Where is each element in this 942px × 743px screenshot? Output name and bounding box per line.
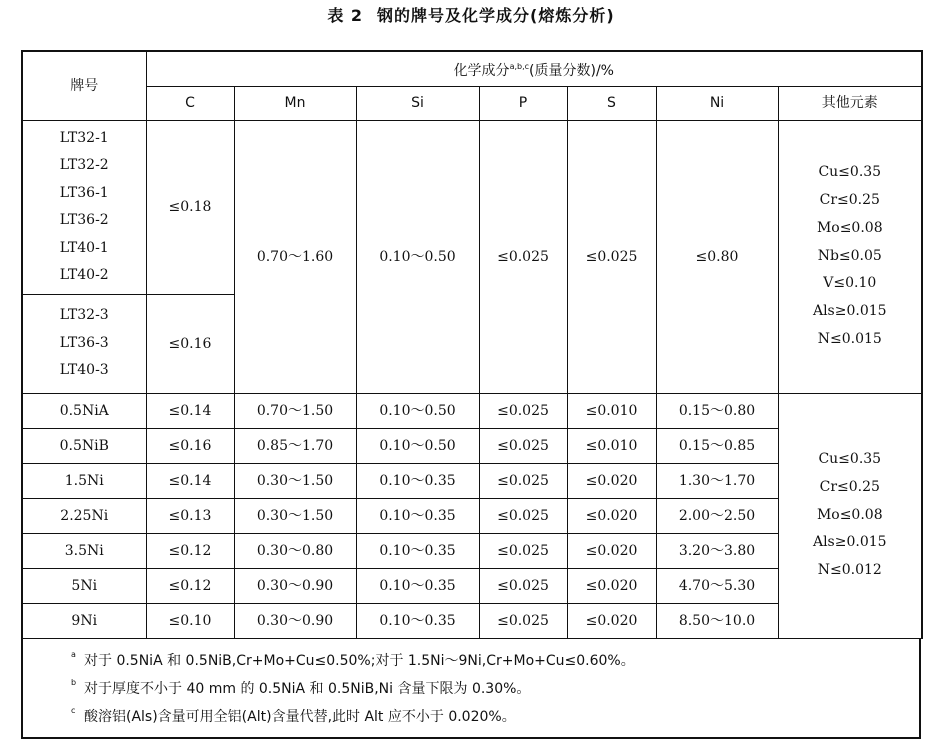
table-caption: 钢的牌号及化学成分(熔炼分析) (377, 6, 615, 25)
c-value: ≤0.12 (146, 568, 234, 603)
grade-name: 1.5Ni (22, 463, 146, 498)
ni-value: 4.70～5.30 (656, 568, 778, 603)
ni-value: 0.15～0.85 (656, 428, 778, 463)
p-value: ≤0.025 (479, 603, 567, 638)
other-element: V≤0.10 (823, 275, 877, 292)
ni-value: 3.20～3.80 (656, 533, 778, 568)
si-value: 0.10～0.35 (356, 498, 479, 533)
other-element: Nb≤0.05 (817, 247, 882, 264)
grade-name: LT40-1 (59, 239, 109, 256)
si-value: 0.10～0.50 (356, 428, 479, 463)
footnote-text: 酸溶铝(Als)含量可用全铝(Alt)含量代替,此时 Alt 应不小于 0.020%。 (84, 709, 516, 725)
c-value: ≤0.10 (146, 603, 234, 638)
grades-cell-b (22, 294, 146, 393)
header-col-c: C (146, 86, 234, 120)
other-element: N≤0.012 (817, 562, 882, 579)
grades-cell-a (22, 120, 146, 294)
grade-name: LT36-1 (59, 184, 109, 201)
p-value-group1: ≤0.025 (479, 120, 567, 393)
footnote-text: 对于 0.5NiA 和 0.5NiB,Cr+Mo+Cu≤0.50%;对于 1.5Ni～9Ni,Cr+Mo+Cu≤0.60%。 (84, 653, 635, 669)
c-value: ≤0.14 (146, 463, 234, 498)
header-composition (146, 51, 922, 86)
grade-name: LT32-2 (59, 157, 109, 173)
ni-value: 1.30～1.70 (656, 463, 778, 498)
s-value: ≤0.020 (567, 463, 656, 498)
other-element: Cu≤0.35 (818, 164, 882, 181)
c-value: ≤0.16 (146, 428, 234, 463)
grade-name: LT36-2 (59, 212, 109, 228)
grade-name: LT32-1 (59, 129, 109, 146)
header-grade: 牌号 (22, 51, 146, 120)
si-value: 0.10～0.35 (356, 568, 479, 603)
footnote-text: 对于厚度不小于 40 mm 的 0.5NiA 和 0.5NiB,Ni 含量下限为 0.30%。 (84, 681, 531, 697)
p-value: ≤0.025 (479, 568, 567, 603)
other-element: Cu≤0.35 (818, 451, 882, 467)
mn-value: 0.30～0.80 (234, 533, 356, 568)
p-value: ≤0.025 (479, 393, 567, 428)
mn-value: 0.70～1.50 (234, 393, 356, 428)
p-value: ≤0.025 (479, 463, 567, 498)
header-col-mn: Mn (234, 86, 356, 120)
footnote-mark: b (71, 678, 77, 687)
grade-name: 3.5Ni (22, 533, 146, 568)
footnote (23, 675, 919, 703)
grade-name: 0.5NiA (22, 393, 146, 428)
s-value: ≤0.010 (567, 428, 656, 463)
c-value-group-b: ≤0.16 (146, 294, 234, 393)
grade-name: 5Ni (22, 568, 146, 603)
grade-name: 2.25Ni (22, 498, 146, 533)
mn-value: 0.30～1.50 (234, 463, 356, 498)
grade-name: LT40-3 (59, 362, 109, 379)
table-row (22, 393, 922, 428)
s-value: ≤0.020 (567, 603, 656, 638)
header-composition-unit: (质量分数)/% (529, 62, 614, 79)
header-col-p: P (479, 86, 567, 120)
footnote-mark: a (71, 650, 76, 659)
s-value-group1: ≤0.025 (567, 120, 656, 393)
si-value-group1: 0.10～0.50 (356, 120, 479, 393)
grade-name: LT32-3 (59, 307, 109, 324)
mn-value: 0.30～0.90 (234, 568, 356, 603)
p-value: ≤0.025 (479, 498, 567, 533)
other-element: Als≥0.015 (812, 534, 887, 551)
si-value: 0.10～0.35 (356, 603, 479, 638)
other-elements-group1 (778, 120, 922, 393)
header-col-others: 其他元素 (778, 86, 922, 120)
c-value: ≤0.12 (146, 533, 234, 568)
other-element: Mo≤0.08 (816, 506, 883, 523)
ni-value: 0.15～0.80 (656, 393, 778, 428)
c-value-group-a: ≤0.18 (146, 120, 234, 294)
mn-value: 0.85～1.70 (234, 428, 356, 463)
mn-value: 0.30～1.50 (234, 498, 356, 533)
other-element: Mo≤0.08 (816, 219, 883, 236)
grade-name: 9Ni (22, 603, 146, 638)
grade-name: LT36-3 (59, 334, 109, 351)
header-composition-label: 化学成分 (453, 62, 510, 79)
s-value: ≤0.010 (567, 393, 656, 428)
other-elements-group2 (778, 393, 922, 638)
s-value: ≤0.020 (567, 568, 656, 603)
header-col-ni: Ni (656, 86, 778, 120)
c-value: ≤0.13 (146, 498, 234, 533)
s-value: ≤0.020 (567, 498, 656, 533)
table-title (0, 3, 942, 26)
footnote-mark: c (71, 706, 76, 715)
si-value: 0.10～0.35 (356, 463, 479, 498)
header-col-si: Si (356, 86, 479, 120)
si-value: 0.10～0.35 (356, 533, 479, 568)
other-element: Cr≤0.25 (819, 192, 880, 208)
mn-value-group1: 0.70～1.60 (234, 120, 356, 393)
table-footnotes (21, 638, 921, 739)
footnote (23, 647, 919, 675)
ni-value-group1: ≤0.80 (656, 120, 778, 393)
header-col-s: S (567, 86, 656, 120)
other-element: Als≥0.015 (812, 303, 887, 320)
c-value: ≤0.14 (146, 393, 234, 428)
footnote (23, 703, 919, 731)
ni-value: 8.50～10.0 (656, 603, 778, 638)
grade-name: LT40-2 (59, 267, 109, 283)
composition-table (21, 50, 923, 639)
grade-name: 0.5NiB (22, 428, 146, 463)
s-value: ≤0.020 (567, 533, 656, 568)
other-element: N≤0.015 (817, 330, 882, 347)
other-element: Cr≤0.25 (819, 478, 880, 495)
table-number: 表 2 (327, 6, 364, 25)
mn-value: 0.30～0.90 (234, 603, 356, 638)
p-value: ≤0.025 (479, 428, 567, 463)
header-composition-footnote-marks: a,b,c (509, 61, 530, 71)
p-value: ≤0.025 (479, 533, 567, 568)
ni-value: 2.00～2.50 (656, 498, 778, 533)
si-value: 0.10～0.50 (356, 393, 479, 428)
